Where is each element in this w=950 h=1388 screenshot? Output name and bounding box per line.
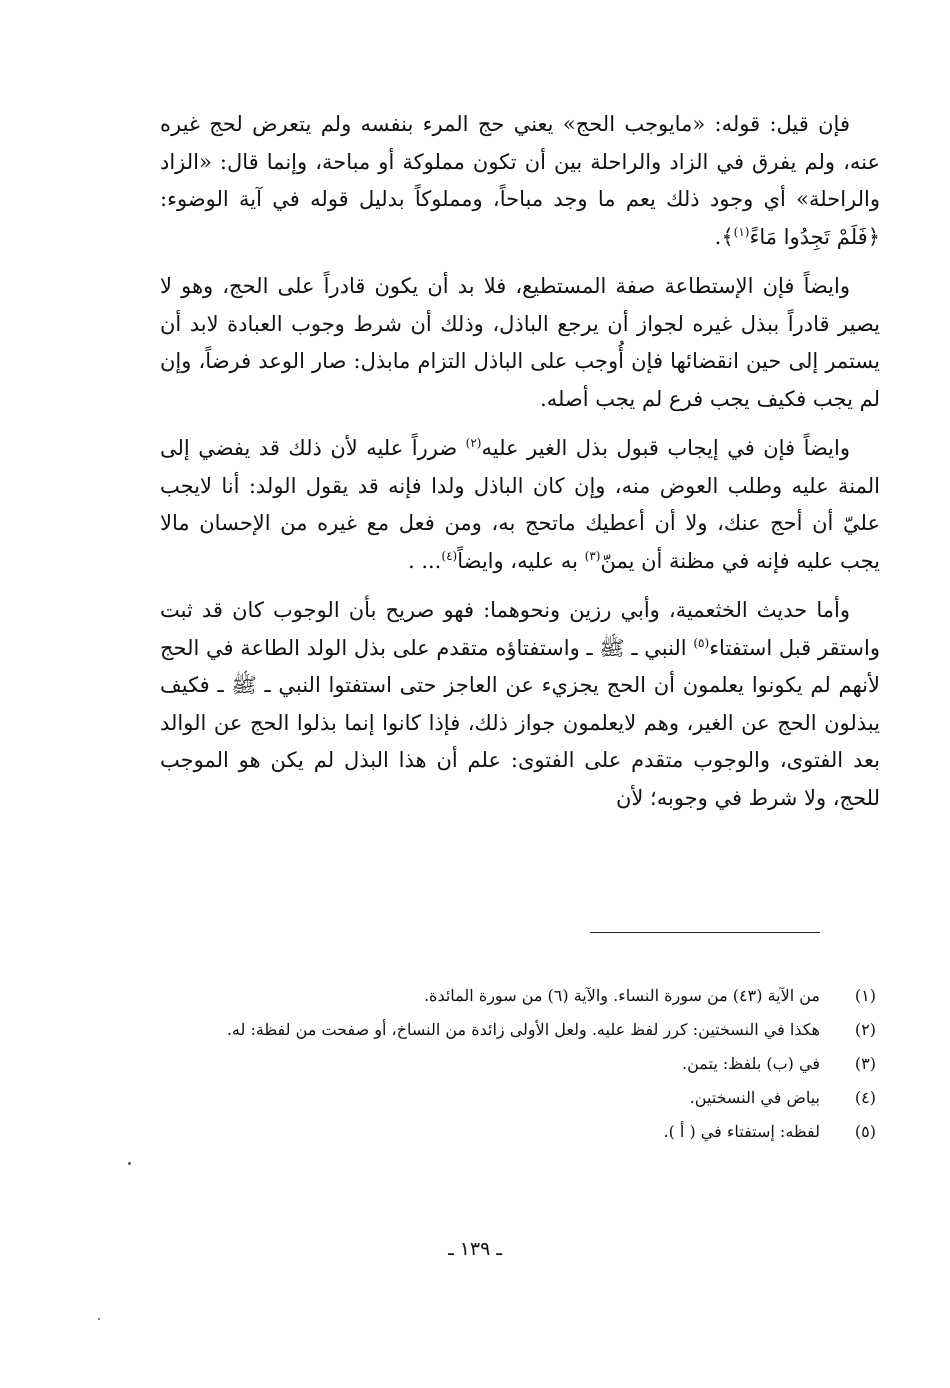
footnote-item <box>160 982 880 1010</box>
footnote-number: (١) <box>854 986 876 1005</box>
paragraph-3 <box>160 430 880 580</box>
footnote-text: في (ب) بلفظ: يتمن. <box>681 1054 820 1073</box>
paragraph-4-text-a: وأما حديث الخثعمية، وأبي رزين ونحوهما: فهو صريح بأن الوجوب كان قد ثبت واستقر قبل استفتاء <box>160 598 880 660</box>
footnote-ref-2: (٢) <box>465 436 482 450</box>
footnote-text: لفظه: إستفتاء في ( أ ). <box>663 1122 820 1141</box>
paragraph-2 <box>160 268 880 418</box>
main-text <box>160 106 880 817</box>
footnote-item <box>160 1050 880 1078</box>
footnote-number: (٣) <box>854 1054 876 1073</box>
paragraph-2-text: وايضاً فإن الإستطاعة صفة المستطيع، فلا بد أن يكون قادراً على الحج، وهو لا يصير قادراً ببذل غيره لجواز أن يرجع الباذل، وذلك أن شرط وجوب العبادة لابد أن يستمر إلى حين انقضائها فإن أُوجب على الباذل التزام مابذل: صار الوعد فرضاً، وإن لم يجب فكيف يجب فرع لم يجب أصله. <box>160 274 880 411</box>
paragraph-3-text-a: وايضاً فإن في إيجاب قبول بذل الغير عليه <box>481 436 851 460</box>
footnote-number: (٥) <box>854 1122 876 1141</box>
footnote-number: (٤) <box>854 1088 876 1107</box>
footnotes <box>160 982 880 1152</box>
footnote-text: هكذا في النسختين: كرر لفظ عليه. ولعل الأولى زائدة من النساخ، أو صفحت من لفظة: له. <box>226 1020 820 1039</box>
footnote-item <box>160 1084 880 1112</box>
scan-speck <box>98 1318 100 1320</box>
footnote-ref-1: (١) <box>733 224 750 239</box>
paragraph-1-end: ﴾. <box>714 224 734 249</box>
paragraph-4 <box>160 592 880 817</box>
footnote-number: (٢) <box>854 1020 876 1039</box>
paragraph-4-text-b: النبي ـ ﷺ ـ واستفتاؤه متقدم على بذل الولد الطاعة في الحج لأنهم لم يكونوا يعلمون أن الحج يجزيء عن العاجز حتى استفتوا النبي ـ ﷺ ـ فكيف يبذلون الحج عن الغير، وهم لايعلمون جواز ذلك، فإذا كانوا إنما بذلوا الحج عن الوالد بعد الفتوى، والوجوب متقدم على الفتوى: علم أن هذا البذل لم يكن هو الموجب للحج، ولا شرط في وجوبه؛ لأن <box>160 635 880 810</box>
footnote-ref-5: (٥) <box>693 635 710 650</box>
footnote-ref-4: (٤) <box>441 548 458 563</box>
footnote-text: من الآية (٤٣) من سورة النساء. والآية (٦) من سورة المائدة. <box>423 986 820 1005</box>
paragraph-3-text-c: به عليه، وايضاً <box>457 548 585 573</box>
paragraph-3-text-d: ... . <box>407 548 442 573</box>
footnote-item <box>160 1118 880 1146</box>
footnote-text: بياض في النسختين. <box>689 1088 820 1107</box>
footnote-item <box>160 1016 880 1044</box>
paragraph-1-text: فإن قيل: قوله: «مايوجب الحج» يعني حج المرء بنفسه ولم يتعرض لحج غيره عنه، ولم يفرق في الزاد والراحلة بين أن تكون مملوكة أو مباحة، وإنما قال: «الزاد والراحلة» أي وجود ذلك يعم ما وجد مباحاً، ومملوكاً بدليل قوله في آية الوضوء: ﴿فَلَمْ تَجِدُوا مَاءً <box>160 112 880 249</box>
page-number: ـ ١٣٩ ـ <box>448 1238 502 1260</box>
paragraph-1 <box>160 106 880 256</box>
scan-speck <box>128 1162 131 1165</box>
footnote-separator <box>590 932 820 933</box>
paragraph-3-text-b: ضرراً عليه لأن ذلك قد يفضي إلى المنة عليه وطلب العوض منه، وإن كان الباذل ولدا فإنه قد يقول الولد: أنا لايجب عليّ أن أحج عنك، ولا أن أعطيك ماتحج به، ومن فعل مع غيره من الإحسان مالا يجب عليه فإنه في مظنة أن يمنّ <box>160 436 880 573</box>
footnote-ref-3: (٣) <box>584 548 601 563</box>
